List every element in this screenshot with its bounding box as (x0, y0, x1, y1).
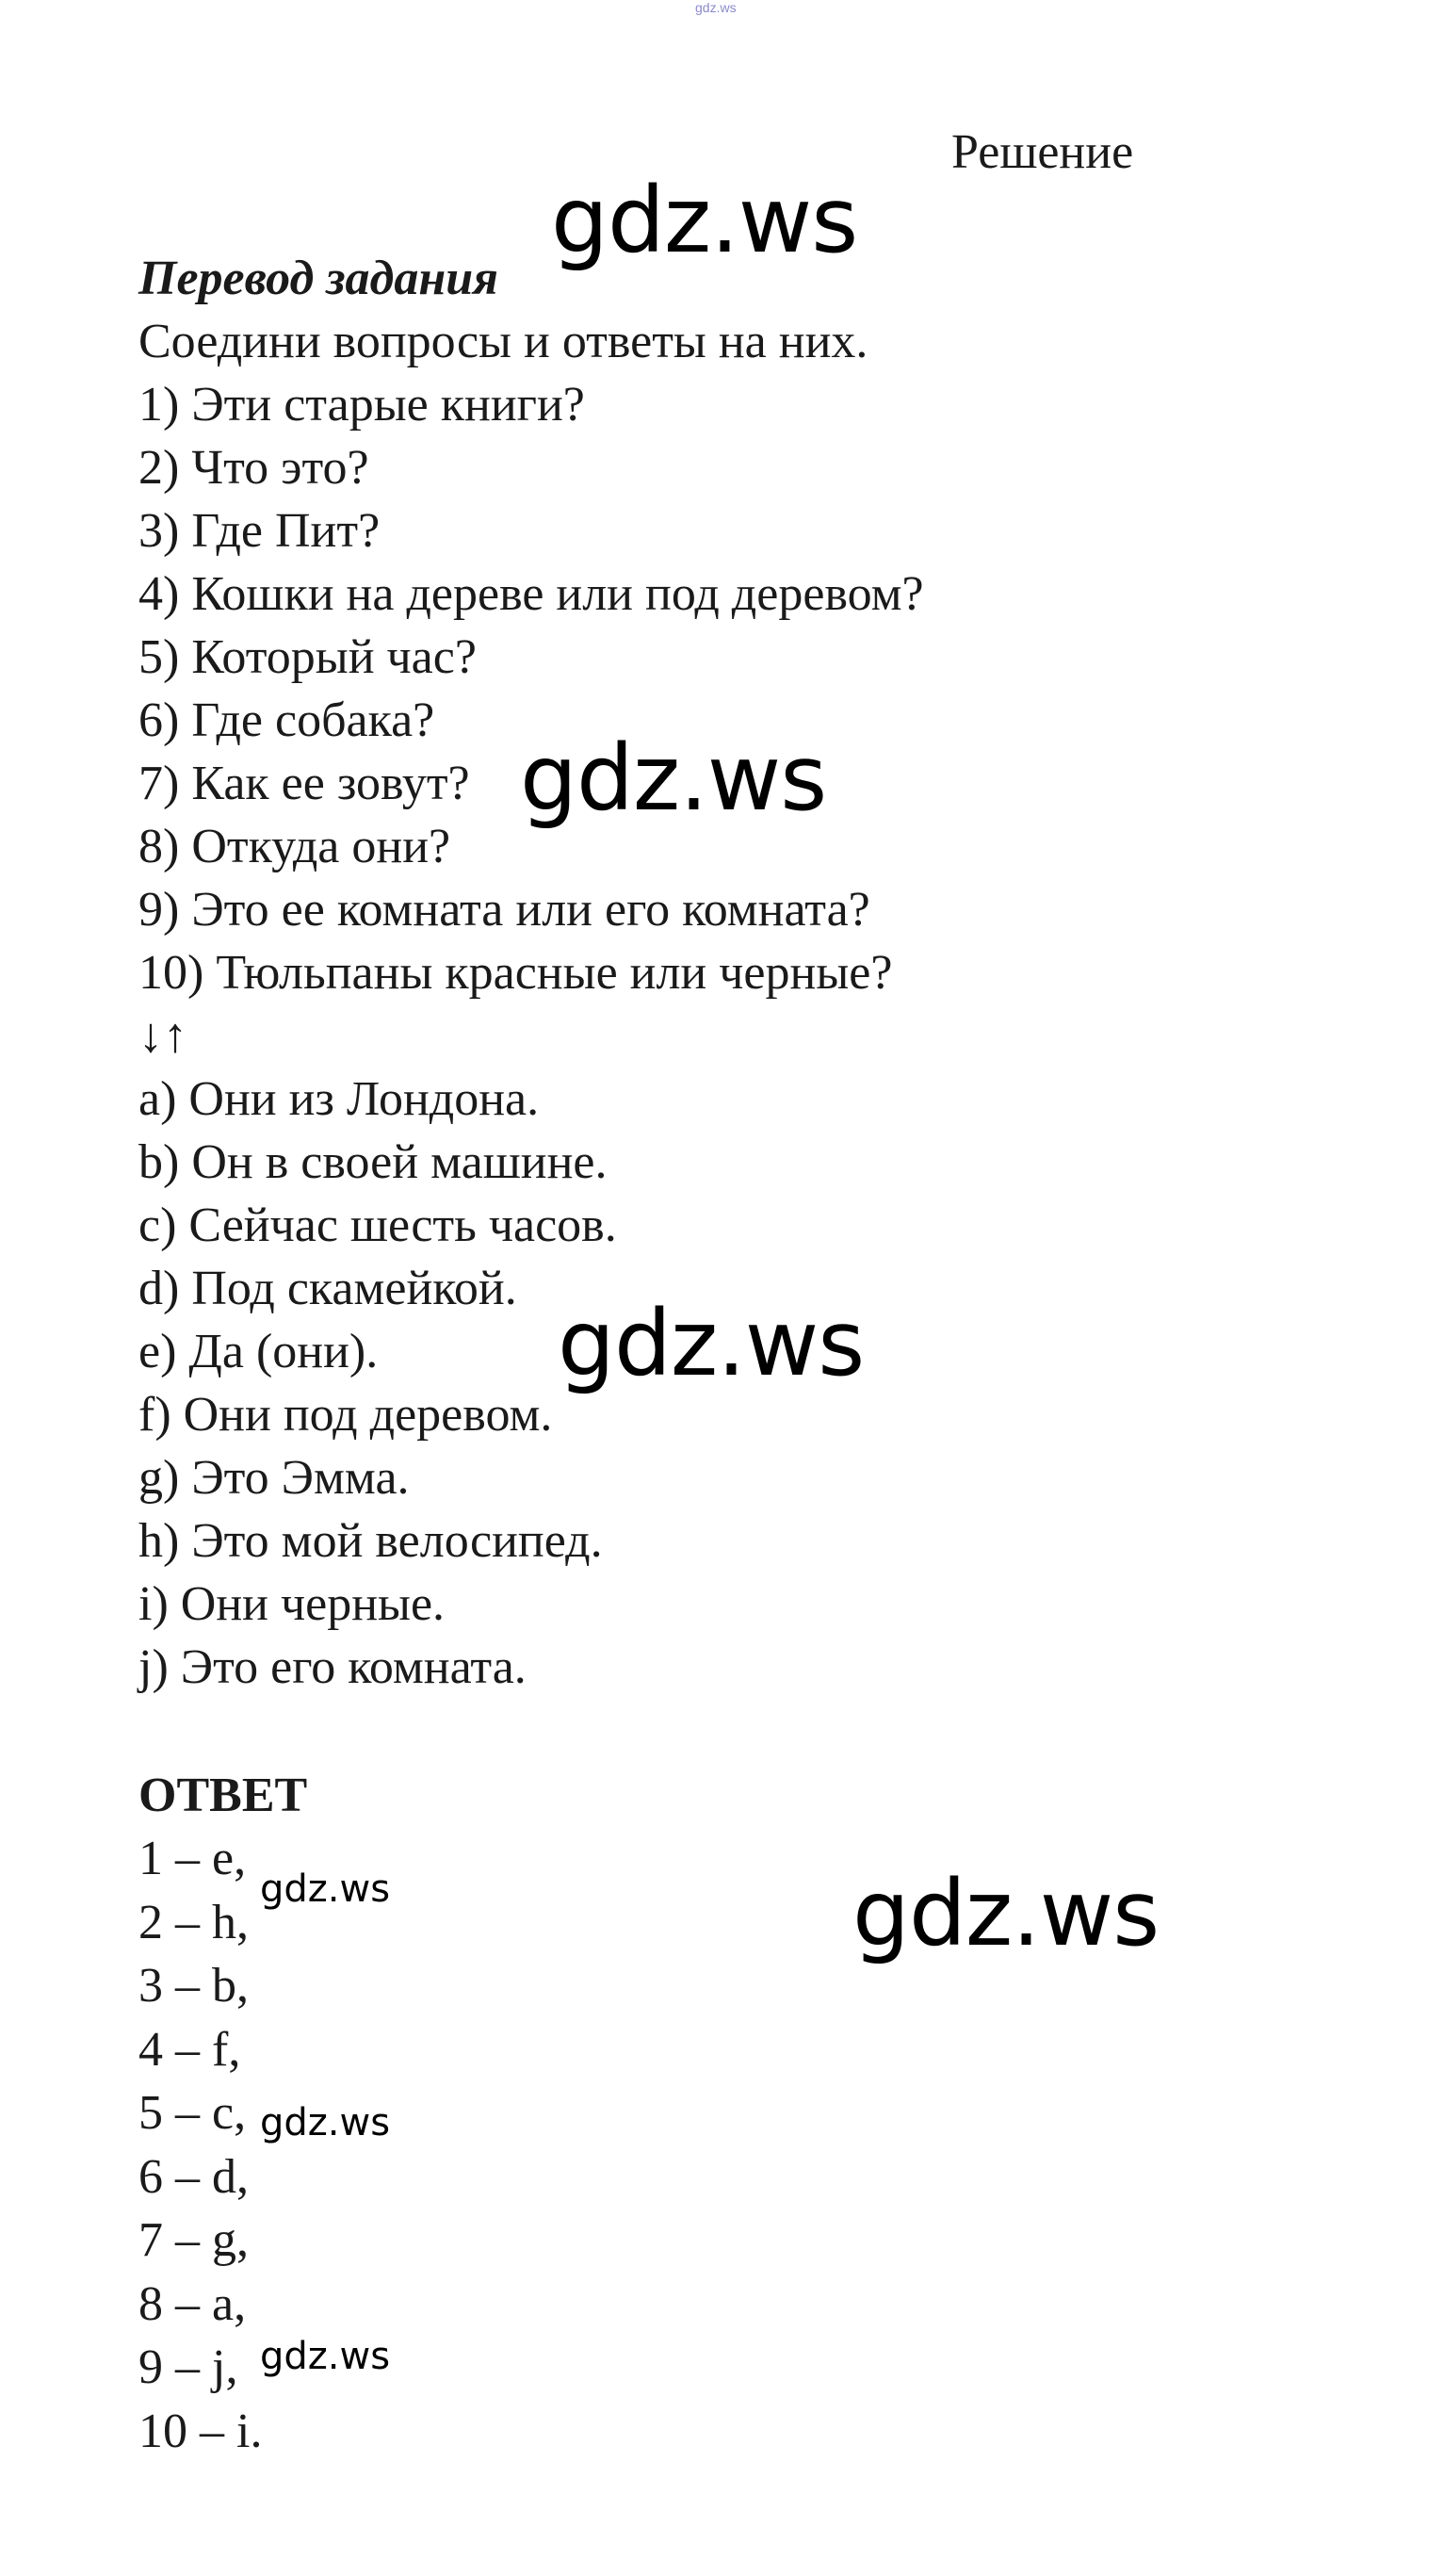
option-item: f) Они под деревом. (138, 1388, 553, 1442)
watermark: gdz.ws (260, 2335, 391, 2378)
option-item: b) Он в своей машине. (138, 1135, 608, 1189)
task-heading: Перевод задания (138, 252, 498, 305)
answer-item: 6 – d, (138, 2149, 249, 2204)
answer-item: 2 – h, (138, 1895, 249, 1949)
question-item: 7) Как ее зовут? (138, 757, 470, 810)
question-item: 6) Где собака? (138, 693, 435, 747)
option-item: a) Они из Лондона. (138, 1072, 540, 1126)
watermark: gdz.ws (558, 1291, 865, 1396)
questions-list (138, 373, 1363, 1004)
option-item: d) Под скамейкой. (138, 1262, 517, 1315)
answer-item: 10 – i. (138, 2404, 263, 2458)
instruction: Соедини вопросы и ответы на них. (138, 315, 868, 368)
watermark: gdz.ws (260, 2101, 391, 2144)
arrows-icon: ↓↑ (138, 1009, 187, 1063)
option-item: c) Сейчас шесть часов. (138, 1198, 617, 1252)
question-item: 1) Эти старые книги? (138, 378, 585, 432)
answer-heading: ОТВЕТ (138, 1769, 308, 1822)
question-item: 5) Который час? (138, 630, 477, 684)
top-watermark: gdz.ws (695, 0, 737, 15)
question-item: 8) Откуда они? (138, 820, 451, 873)
question-item: 9) Это ее комната или его комната? (138, 883, 870, 937)
answer-item: 9 – j, (138, 2340, 238, 2394)
answer-item: 8 – a, (138, 2276, 247, 2331)
answer-item: 4 – f, (138, 2022, 241, 2077)
answer-item: 1 – e, (138, 1832, 247, 1885)
option-item: j) Это его комната. (138, 1640, 527, 1694)
watermark: gdz.ws (852, 1861, 1160, 1966)
watermark: gdz.ws (520, 726, 827, 831)
question-item: 3) Где Пит? (138, 504, 381, 558)
option-item: i) Они черные. (138, 1577, 446, 1631)
question-item: 10) Тюльпаны красные или черные? (138, 946, 893, 1000)
answer-item: 5 – c, (138, 2086, 247, 2140)
solution-title: Решение (951, 125, 1134, 179)
option-item: e) Да (они). (138, 1325, 379, 1378)
section-gap (138, 1699, 1363, 1764)
watermark: gdz.ws (260, 1867, 391, 1911)
question-item: 2) Что это? (138, 441, 369, 495)
option-item: g) Это Эмма. (138, 1451, 410, 1505)
option-item: h) Это мой велосипед. (138, 1514, 603, 1568)
question-item: 4) Кошки на дереве или под деревом? (138, 567, 924, 621)
answer-item: 3 – b, (138, 1959, 249, 2013)
answer-item: 7 – g, (138, 2213, 249, 2267)
watermark: gdz.ws (551, 168, 858, 273)
